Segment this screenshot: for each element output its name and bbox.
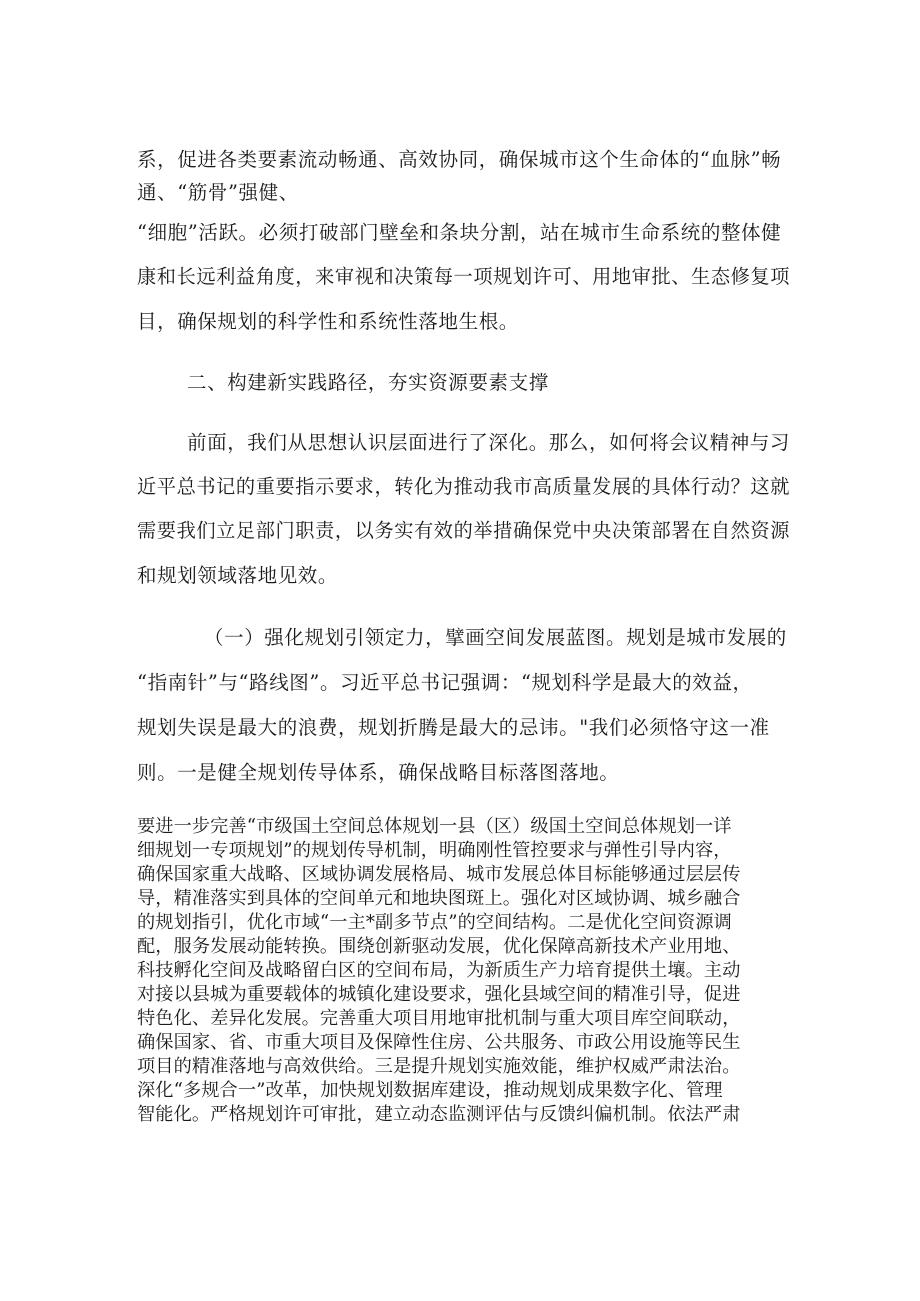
paragraph-line: 系，促进各类要素流动畅通、高效协同，确保城市这个生命体的“血脉”畅 <box>137 148 782 171</box>
paragraph-line: （一）强化规划引领定力，擘画空间发展蓝图。规划是城市发展的 <box>204 626 787 649</box>
paragraph-line: 配，服务发展动能转换。围绕创新驱动发展，优化保障高新技术产业用地、 <box>137 936 741 957</box>
paragraph-line: 和规划领域落地见效。 <box>137 564 339 587</box>
paragraph-line: 康和长远利益角度，来审视和决策每一项规划许可、用地审批、生态修复项 <box>137 265 790 288</box>
paragraph-line: 需要我们立足部门职责，以务实有效的举措确保党中央决策部署在自然资源 <box>137 519 790 542</box>
paragraph-line: 目，确保规划的科学性和系统性落地生根。 <box>137 310 519 333</box>
paragraph-line: 要进一步完善“市级国土空间总体规划一县（区）级国土空间总体规划一详 <box>137 816 732 837</box>
paragraph-line: 科技孵化空间及战略留白区的空间布局，为新质生产力培育提供土壤。主动 <box>137 960 741 981</box>
paragraph-line: 近平总书记的重要指示要求，转化为推动我市高质量发展的具体行动？这就 <box>137 475 790 498</box>
paragraph-line: 规划失误是最大的浪费，规划折腾是最大的忌讳。"我们必须恪守这一准 <box>137 716 770 739</box>
paragraph-line: 前面，我们从思想认识层面进行了深化。那么，如何将会议精神与习 <box>187 431 791 454</box>
paragraph-line: “细胞”活跃。必须打破部门壁垒和条块分割，站在城市生命系统的整体健 <box>137 221 782 244</box>
paragraph-line: 深化“多规合一”改革，加快规划数据库建设，推动规划成果数字化、管理 <box>137 1080 723 1101</box>
paragraph-line: 对接以县城为重要载体的城镇化建设要求，强化县域空间的精准引导，促进 <box>137 984 741 1005</box>
paragraph-line: 导，精准落实到具体的空间单元和地块图斑上。强化对区域协调、城乡融合 <box>137 888 741 909</box>
paragraph-line: 确保国家、省、市重大项目及保障性住房、公共服务、市政公用设施等民生 <box>137 1032 741 1053</box>
paragraph-line: 通、“筋骨”强健、 <box>137 181 299 204</box>
paragraph-line: 智能化。严格规划许可审批，建立动态监测评估与反馈纠偏机制。依法严肃 <box>137 1104 741 1125</box>
paragraph-line: 特色化、差异化发展。完善重大项目用地审批机制与重大项目库空间联动， <box>137 1008 741 1029</box>
paragraph-line: “指南针”与“路线图”。习近平总书记强调：“规划科学是最大的效益， <box>137 671 753 694</box>
paragraph-line: 项目的精准落地与高效供给。三是提升规划实施效能，维护权威严肃法治。 <box>137 1056 741 1077</box>
paragraph-line: 的规划指引，优化市域“一主*副多节点”的空间结构。二是优化空间资源调 <box>137 912 732 933</box>
paragraph-line: 确保国家重大战略、区域协调发展格局、城市发展总体目标能够通过层层传 <box>137 864 741 885</box>
section-heading: 二、构建新实践路径，夯实资源要素支撑 <box>187 371 549 394</box>
paragraph-line: 细规划一专项规划”的规划传导机制，明确刚性管控要求与弹性引导内容， <box>137 840 732 861</box>
paragraph-line: 则。一是健全规划传导体系，确保战略目标落图落地。 <box>137 761 620 784</box>
